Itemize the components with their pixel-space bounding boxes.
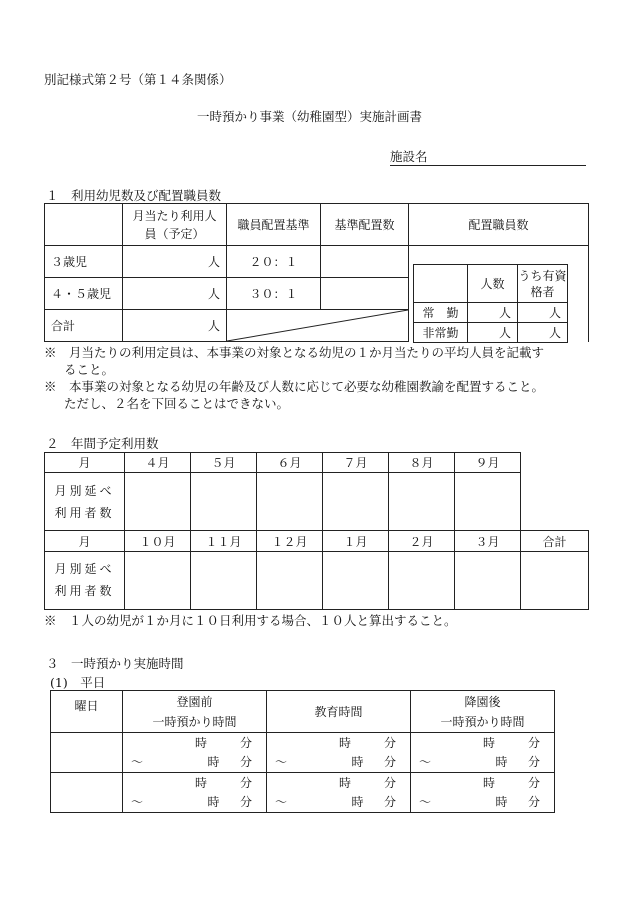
note-2a: ※ 本事業の対象となる幼児の年齢及び人数に応じて必要な幼稚園教諭を配置すること。: [44, 379, 545, 394]
month-cell: ９月: [455, 453, 521, 473]
std-count-cell[interactable]: [321, 278, 409, 310]
tilde: ～: [131, 794, 144, 809]
minute-label: 分: [527, 735, 540, 750]
section2-heading: ２ 年間予定利用数: [46, 436, 159, 451]
after-hours-header: 降園後 一時預かり時間: [411, 691, 555, 733]
inner-qualified-header: うち有資格者: [518, 265, 568, 303]
time-range-cell[interactable]: [411, 733, 555, 773]
minute-label: 分: [239, 754, 252, 769]
usage-row-label: 月別延べ利用者数: [45, 551, 125, 609]
staff-inner-table: [413, 264, 568, 343]
hours-table: [50, 690, 555, 813]
usage-input[interactable]: [455, 473, 521, 531]
note-1b: ること。: [64, 362, 115, 377]
hour-label: 時: [339, 775, 352, 790]
inner-count-cell[interactable]: 人: [468, 323, 518, 343]
facility-name-field[interactable]: [390, 147, 586, 166]
row-label: ３歳児: [45, 246, 123, 278]
usage-input[interactable]: [455, 551, 521, 609]
hour-label: 時: [195, 775, 208, 790]
col-staff-header: 配置職員数: [409, 204, 589, 246]
tilde: ～: [419, 754, 432, 769]
inner-row-label: 常 勤: [414, 303, 468, 323]
time-range-cell[interactable]: [123, 733, 267, 773]
ratio-cell: ２０：１: [227, 246, 321, 278]
hour-label: 時: [483, 735, 496, 750]
usage-input[interactable]: [257, 551, 323, 609]
col-monthly-header: 月当たり利用人員（予定）: [123, 204, 227, 246]
month-header: 月: [45, 531, 125, 551]
hour-label: 時: [339, 735, 352, 750]
note-2b: ただし、２名を下回ることはできない。: [64, 396, 290, 411]
month-cell: ２月: [389, 531, 455, 551]
diagonal-line: [227, 310, 408, 341]
minute-label: 分: [527, 775, 540, 790]
hour-label: 時: [195, 735, 208, 750]
month-cell: ８月: [389, 453, 455, 473]
usage-input[interactable]: [323, 473, 389, 531]
total-header: 合計: [521, 531, 589, 551]
before-hours-header: 登園前 一時預かり時間: [123, 691, 267, 733]
usage-row-label: 月別延べ利用者数: [45, 473, 125, 531]
section3-heading: ３ 一時預かり実施時間: [46, 656, 184, 671]
usage-input[interactable]: [125, 551, 191, 609]
minute-label: 分: [527, 794, 540, 809]
inner-count-cell[interactable]: 人: [468, 303, 518, 323]
col-std-count-header: 基準配置数: [321, 204, 409, 246]
section3-sub: (1) 平日: [50, 675, 106, 690]
usage-input[interactable]: [125, 473, 191, 531]
usage-input[interactable]: [389, 473, 455, 531]
tilde: ～: [275, 794, 288, 809]
minute-label: 分: [239, 775, 252, 790]
month-cell: １１月: [191, 531, 257, 551]
monthly-cell[interactable]: 人: [123, 310, 227, 342]
tilde: ～: [419, 794, 432, 809]
usage-input[interactable]: [323, 551, 389, 609]
hour-label: 時: [351, 794, 364, 809]
hour-label: 時: [207, 794, 220, 809]
staffing-table: [44, 203, 589, 342]
day-input[interactable]: [51, 773, 123, 813]
minute-label: 分: [527, 754, 540, 769]
month-cell: ７月: [323, 453, 389, 473]
hour-label: 時: [207, 754, 220, 769]
col-standard-header: 職員配置基準: [227, 204, 321, 246]
page-title: 一時預かり事業（幼稚園型）実施計画書: [197, 109, 423, 124]
usage-input[interactable]: [389, 551, 455, 609]
month-cell: ４月: [125, 453, 191, 473]
minute-label: 分: [239, 794, 252, 809]
month-header: 月: [45, 453, 125, 473]
tilde: ～: [275, 754, 288, 769]
inner-count-header: 人数: [468, 265, 518, 303]
facility-label: 施設名: [390, 149, 428, 164]
month-cell: ５月: [191, 453, 257, 473]
minute-label: 分: [383, 794, 396, 809]
usage-input[interactable]: [191, 551, 257, 609]
total-input[interactable]: [521, 551, 589, 609]
minute-label: 分: [383, 754, 396, 769]
inner-qualified-cell[interactable]: 人: [518, 303, 568, 323]
form-id: 別記様式第２号（第１４条関係）: [44, 72, 232, 87]
minute-label: 分: [383, 735, 396, 750]
monthly-cell[interactable]: 人: [123, 278, 227, 310]
edu-hours-header: 教育時間: [267, 691, 411, 733]
month-cell: １２月: [257, 531, 323, 551]
section1-heading: １ 利用幼児数及び配置職員数: [46, 188, 222, 203]
inner-qualified-cell[interactable]: 人: [518, 323, 568, 343]
diagonal-cell: [227, 310, 409, 342]
std-count-cell[interactable]: [321, 246, 409, 278]
minute-label: 分: [383, 775, 396, 790]
day-header: 曜日: [51, 691, 123, 733]
month-cell: ６月: [257, 453, 323, 473]
minute-label: 分: [239, 735, 252, 750]
row-label: 合計: [45, 310, 123, 342]
time-range-cell[interactable]: [267, 773, 411, 813]
usage-input[interactable]: [191, 473, 257, 531]
monthly-cell[interactable]: 人: [123, 246, 227, 278]
annual-usage-table: [44, 452, 589, 610]
month-cell: １０月: [125, 531, 191, 551]
month-cell: ３月: [455, 531, 521, 551]
row-label: ４・５歳児: [45, 278, 123, 310]
day-input[interactable]: [51, 733, 123, 773]
time-range-cell[interactable]: [267, 733, 411, 773]
time-range-cell[interactable]: [123, 773, 267, 813]
time-range-cell[interactable]: [411, 773, 555, 813]
hour-label: 時: [495, 794, 508, 809]
note-1a: ※ 月当たりの利用定員は、本事業の対象となる幼児の１か月当たりの平均人員を記載す: [44, 345, 545, 360]
note-3: ※ １人の幼児が１か月に１０日利用する場合、１０人と算出すること。: [44, 613, 457, 628]
hour-label: 時: [495, 754, 508, 769]
usage-input[interactable]: [257, 473, 323, 531]
month-cell: １月: [323, 531, 389, 551]
staff-area: [409, 246, 589, 342]
ratio-cell: ３０：１: [227, 278, 321, 310]
tilde: ～: [131, 754, 144, 769]
inner-row-label: 非常勤: [414, 323, 468, 343]
hour-label: 時: [483, 775, 496, 790]
hour-label: 時: [351, 754, 364, 769]
